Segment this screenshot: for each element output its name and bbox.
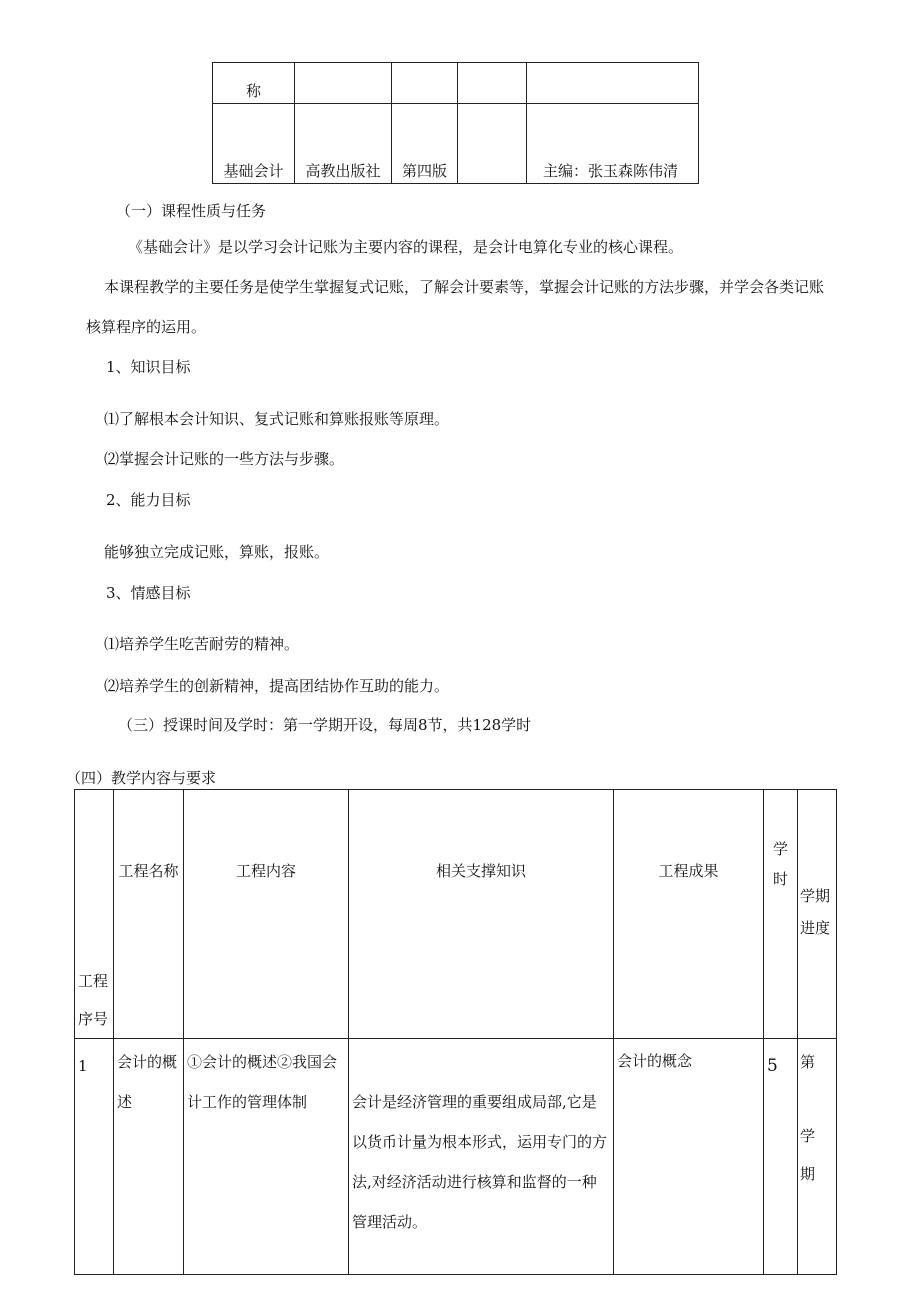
row-hours — [764, 1039, 798, 1275]
header-seq-label: 工程序号 — [78, 972, 109, 1028]
publisher: 高教出版社 — [295, 104, 392, 184]
schedule-text: （三）授课时间及学时：第一学期开设，每周8节，共128学时 — [118, 716, 532, 734]
header-seq — [75, 790, 114, 1039]
row-hours-value: 5 — [767, 1056, 778, 1076]
course-nature-paragraph: 《基础会计》是以学习会计记账为主要内容的课程，是会计电算化专业的核心课程。 — [128, 238, 684, 256]
header-name — [114, 790, 184, 1039]
row-seq-value: 1 — [78, 1057, 88, 1075]
textbook-table-row — [213, 63, 699, 104]
knowledge-goal-1: ⑴了解根本会计知识、复式记账和算账报账等原理。 — [104, 410, 450, 428]
row-progress-char: 学 — [800, 1127, 816, 1145]
row-knowledge — [349, 1039, 614, 1275]
row-progress — [798, 1039, 837, 1275]
table-header-row — [75, 790, 837, 1039]
row-content-value: ①会计的概述②我国会计工作的管理体制 — [187, 1053, 338, 1111]
ability-goal-title: 2、能力目标 — [106, 491, 191, 509]
row-progress-char: 第 — [800, 1053, 816, 1071]
textbook-table-row — [213, 104, 699, 184]
header-progress-label: 学期进度 — [800, 887, 831, 937]
row-progress-char: 期 — [800, 1165, 816, 1183]
table-cell — [295, 63, 392, 104]
edition: 第四版 — [392, 104, 458, 184]
header-hours — [764, 790, 798, 1039]
table-cell — [392, 63, 458, 104]
section-1-heading: （一）课程性质与任务 — [116, 202, 267, 220]
section-4-heading: （四）教学内容与要求 — [66, 769, 217, 787]
spacer — [800, 1081, 834, 1117]
header-content-label: 工程内容 — [235, 862, 296, 880]
emotion-goal-2: ⑵培养学生的创新精神，提高团结协作互助的能力。 — [104, 677, 450, 695]
header-content — [184, 790, 349, 1039]
header-result — [614, 790, 764, 1039]
teaching-content-table — [74, 789, 837, 1275]
row-name-value: 会计的概述 — [117, 1053, 178, 1111]
row-seq — [75, 1039, 114, 1275]
row-knowledge-value: 会计是经济管理的重要组成局部,它是以货币计量为根本形式，运用专门的方法,对经济活动进行核算和监督的一种管理活动。 — [352, 1093, 608, 1231]
emotion-goal-1: ⑴培养学生吃苦耐劳的精神。 — [104, 635, 300, 653]
emotion-goal-title: 3、情感目标 — [106, 584, 191, 602]
table-cell: 称 — [213, 63, 295, 104]
row-content — [184, 1039, 349, 1275]
course-task-line-1: 本课程教学的主要任务是使学生掌握复式记账，了解会计要素等，掌握会计记账的方法步骤，并学会各类记账 — [104, 278, 825, 296]
textbook-table — [212, 62, 699, 184]
knowledge-goal-title: 1、知识目标 — [106, 358, 191, 376]
header-result-label: 工程成果 — [658, 862, 719, 880]
table-cell — [527, 63, 699, 104]
table-cell — [458, 104, 527, 184]
row-result — [614, 1039, 764, 1275]
header-knowledge-label: 相关支撑知识 — [435, 862, 526, 880]
header-hours-label: 学时 — [772, 840, 788, 888]
table-cell — [458, 63, 527, 104]
row-name — [114, 1039, 184, 1275]
header-name-label: 工程名称 — [118, 862, 179, 880]
editors: 主编：张玉森陈伟清 — [527, 104, 699, 184]
knowledge-goal-2: ⑵掌握会计记账的一些方法与步骤。 — [104, 450, 345, 468]
header-progress — [798, 790, 837, 1039]
course-task-line-2: 核算程序的运用。 — [86, 318, 207, 336]
ability-goal-1: 能够独立完成记账，算账，报账。 — [104, 543, 330, 561]
table-row — [75, 1039, 837, 1275]
row-result-value: 会计的概念 — [617, 1052, 693, 1070]
textbook-name: 基础会计 — [213, 104, 295, 184]
header-knowledge — [349, 790, 614, 1039]
